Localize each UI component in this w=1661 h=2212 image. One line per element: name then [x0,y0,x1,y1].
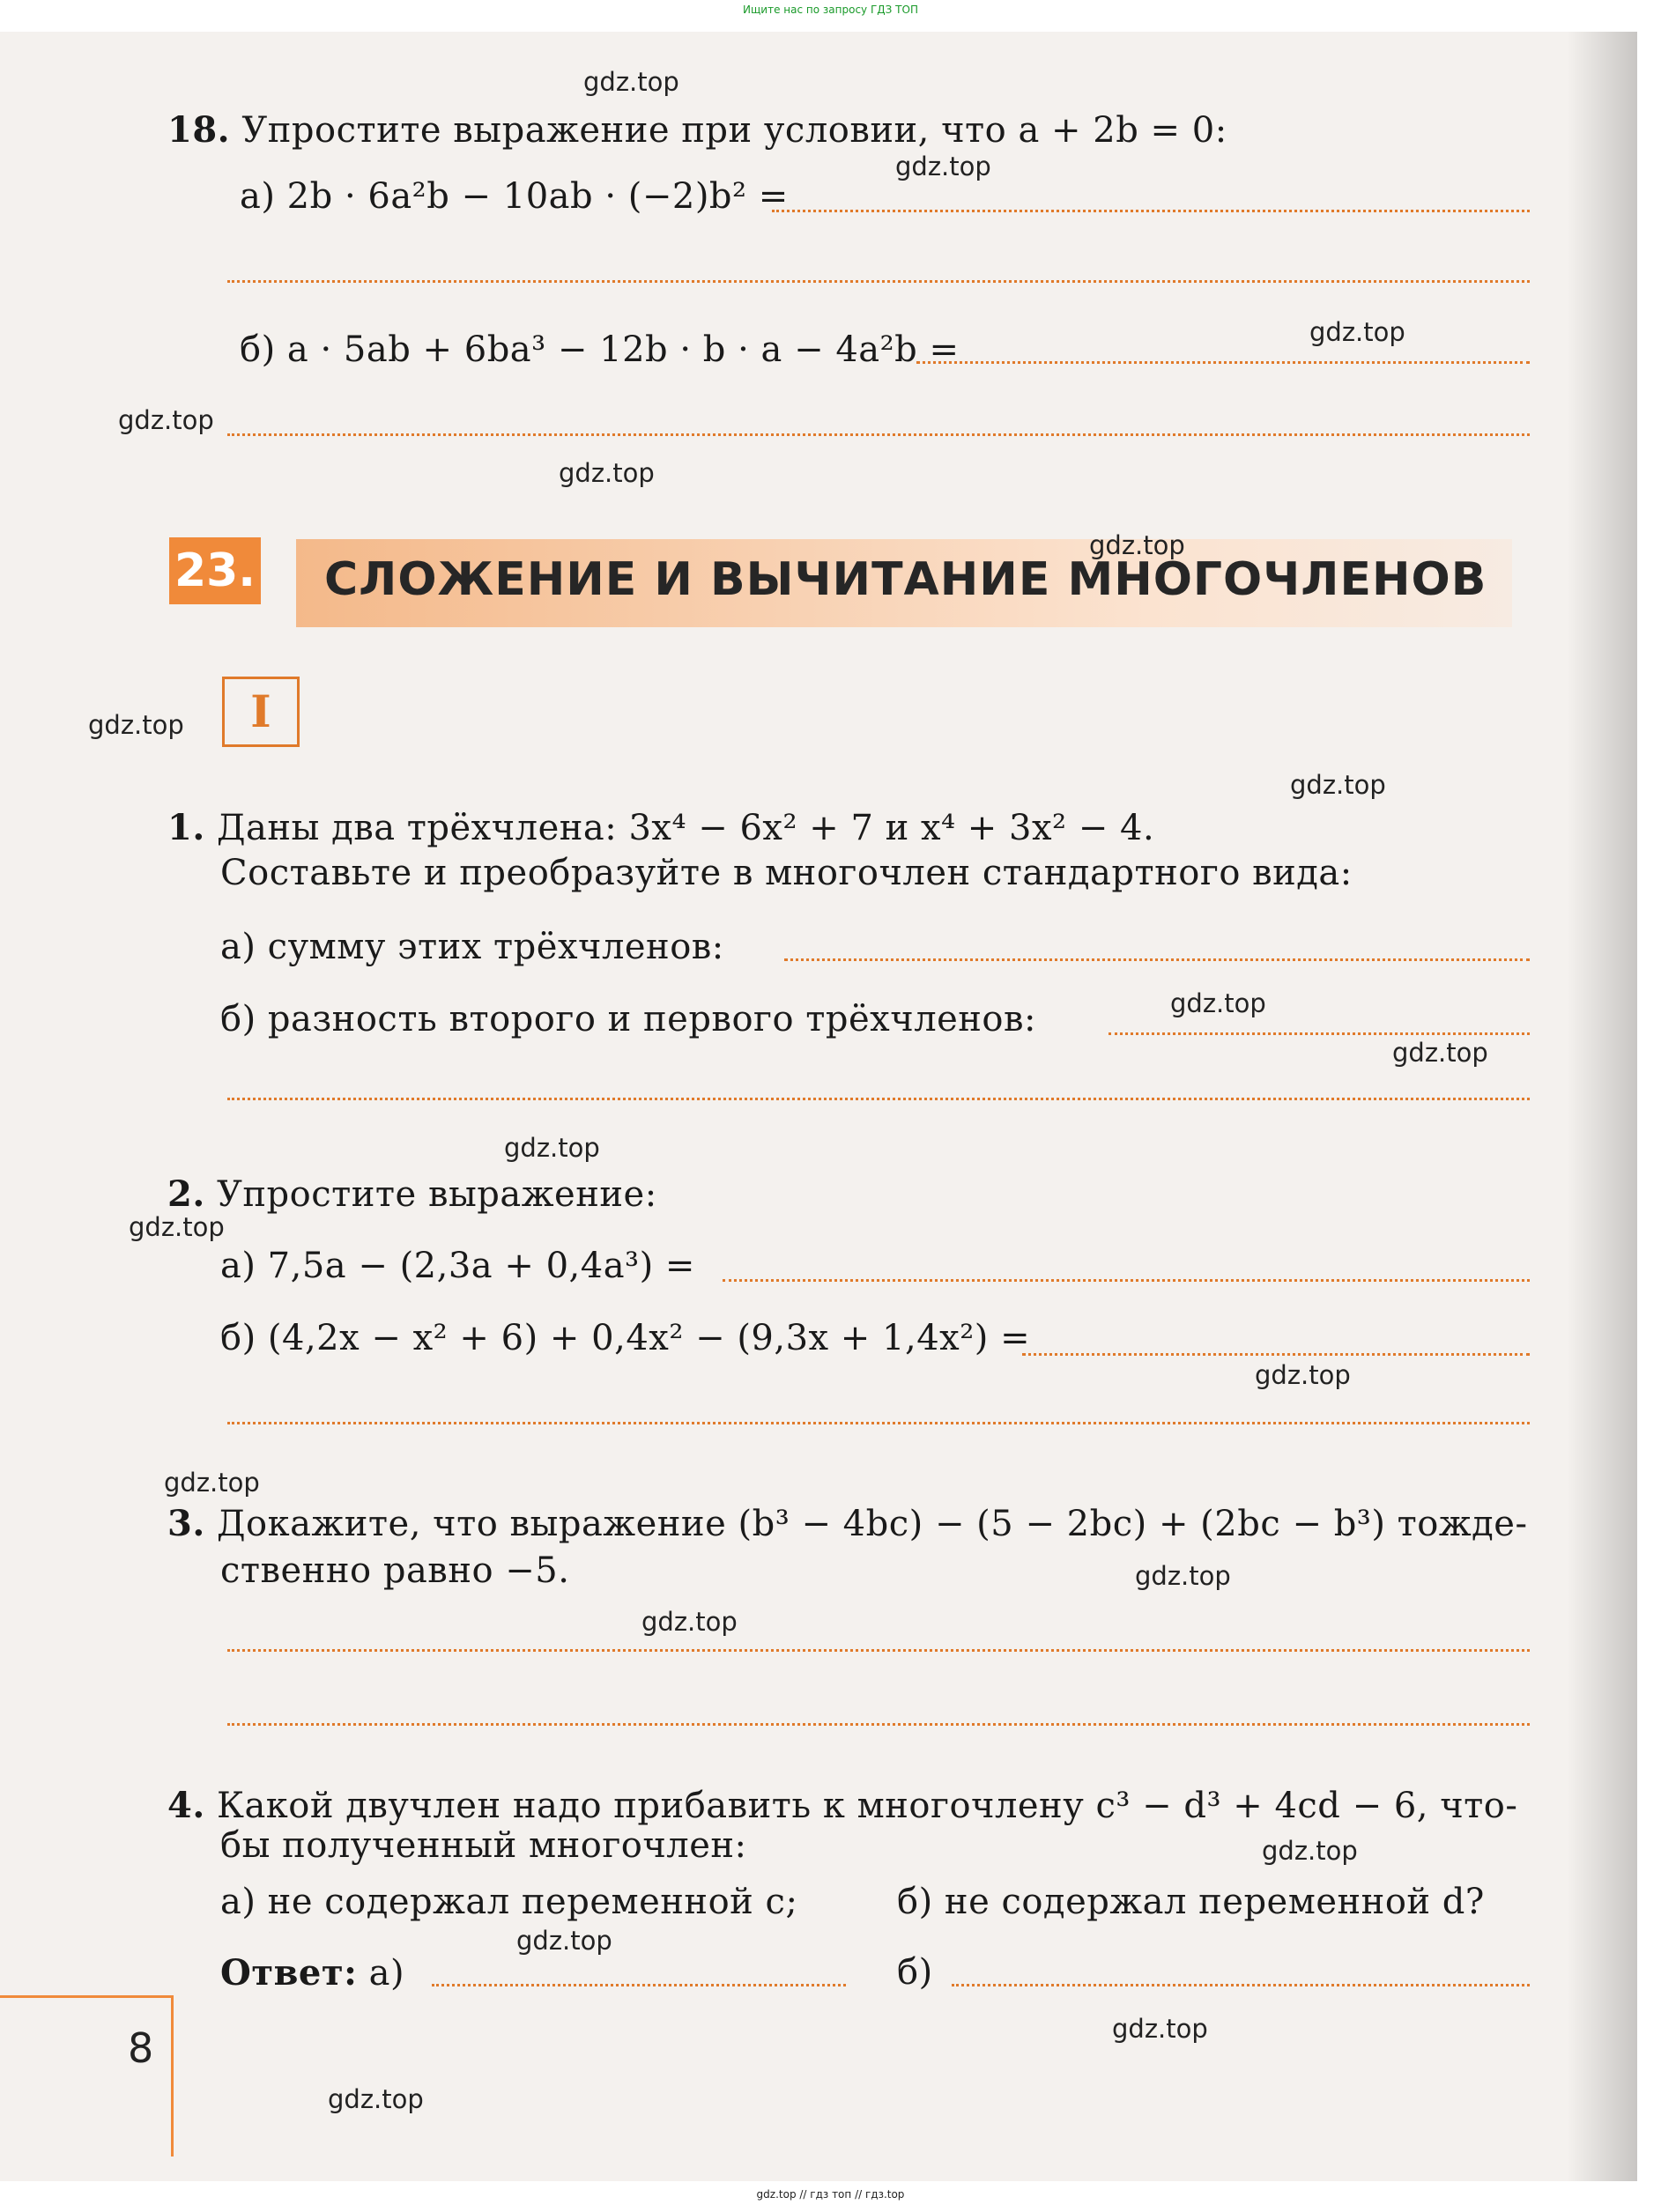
answer-line[interactable] [784,958,1530,961]
watermark: gdz.top [1309,317,1405,347]
watermark: gdz.top [1112,2014,1208,2044]
task-4-text: Какой двучлен надо прибавить к многочлену c³ − d³ + 4cd − 6, что- [216,1786,1518,1826]
watermark: gdz.top [129,1212,225,1242]
watermark: gdz.top [641,1607,738,1637]
answer-line[interactable] [227,1422,1530,1424]
task-18-text: Упростите выражение при условии, что a + 2b = 0: [241,110,1227,151]
section-title: СЛОЖЕНИЕ И ВЫЧИТАНИЕ МНОГОЧЛЕНОВ [324,553,1487,606]
watermark: gdz.top [88,710,184,740]
page-fold-shadow [1567,32,1637,2181]
task-3-number: 3. [167,1503,205,1544]
task-1-line2: Составьте и преобразуйте в многочлен стандартного вида: [220,853,1353,893]
watermark: gdz.top [559,458,655,488]
task-2b: б) (4,2x − x² + 6) + 0,4x² − (9,3x + 1,4x²) = [220,1318,1031,1358]
watermark: gdz.top [1135,1561,1231,1591]
task-2a: а) 7,5a − (2,3a + 0,4a³) = [220,1246,695,1286]
task-4-line2: бы полученный многочлен: [220,1825,747,1866]
task-4-answer [220,1952,404,1994]
task-2-text: Упростите выражение: [216,1174,657,1215]
task-4b: б) не содержал переменной d? [897,1882,1485,1922]
watermark: gdz.top [583,67,679,97]
watermark: gdz.top [1089,530,1185,560]
task-3-line2: ственно равно −5. [220,1550,570,1591]
watermark: gdz.top [1262,1836,1358,1866]
answer-label: Ответ: [220,1952,358,1994]
watermark: gdz.top [504,1133,600,1163]
page-number: 8 [128,2024,154,2072]
answer-line[interactable] [227,1723,1530,1726]
task-1a: а) сумму этих трёхчленов: [220,927,724,967]
task-2-statement [167,1173,657,1215]
task-1-line1 [167,807,1154,848]
answer-b-label: б) [897,1952,933,1993]
task-4-number: 4. [167,1785,205,1826]
task-18a: а) 2b · 6a²b − 10ab · (−2)b² = [240,176,789,217]
answer-line[interactable] [723,1279,1530,1282]
watermark: gdz.top [895,152,991,181]
watermark: gdz.top [1290,770,1386,800]
task-4-line1 [167,1785,1517,1826]
answer-line-a[interactable] [432,1984,846,1986]
bottom-banner[interactable]: gdz.top // гдз топ // гдз.top [756,2188,905,2201]
answer-line[interactable] [1022,1353,1530,1356]
watermark: gdz.top [516,1926,612,1956]
watermark: gdz.top [1392,1038,1488,1068]
watermark: gdz.top [118,405,214,435]
answer-line[interactable] [227,1098,1530,1100]
answer-a-label: а) [368,1953,405,1994]
task-3-text: Докажите, что выражение (b³ − 4bc) − (5 − 2bc) + (2bc − b³) тожде- [216,1504,1528,1544]
task-18b: б) a · 5ab + 6ba³ − 12b · b · a − 4a²b = [240,329,960,370]
section-number: 23. [169,537,261,604]
answer-line-b[interactable] [952,1984,1530,1986]
task-2-number: 2. [167,1173,205,1215]
task-1-text: Даны два трёхчлена: 3x⁴ − 6x² + 7 и x⁴ + 3x² − 4. [216,808,1155,848]
answer-line[interactable] [227,280,1530,283]
task-3-line1 [167,1503,1527,1544]
task-4a: а) не содержал переменной c; [220,1882,798,1922]
task-1-number: 1. [167,807,205,848]
page-number-frame [0,1995,174,2157]
task-18-statement [167,109,1227,151]
answer-line[interactable] [227,1649,1530,1652]
top-banner[interactable]: Ищите нас по запросу ГДЗ ТОП [743,4,918,16]
answer-line[interactable] [1109,1032,1530,1035]
watermark: gdz.top [1170,988,1266,1018]
watermark: gdz.top [164,1468,260,1498]
task-18-number: 18. [167,109,231,151]
answer-line[interactable] [916,361,1530,364]
difficulty-level-badge: I [222,677,300,747]
watermark: gdz.top [1255,1360,1351,1390]
watermark: gdz.top [328,2084,424,2114]
answer-line[interactable] [772,210,1530,212]
task-1b: б) разность второго и первого трёхчленов: [220,999,1037,1039]
answer-line[interactable] [227,433,1530,436]
